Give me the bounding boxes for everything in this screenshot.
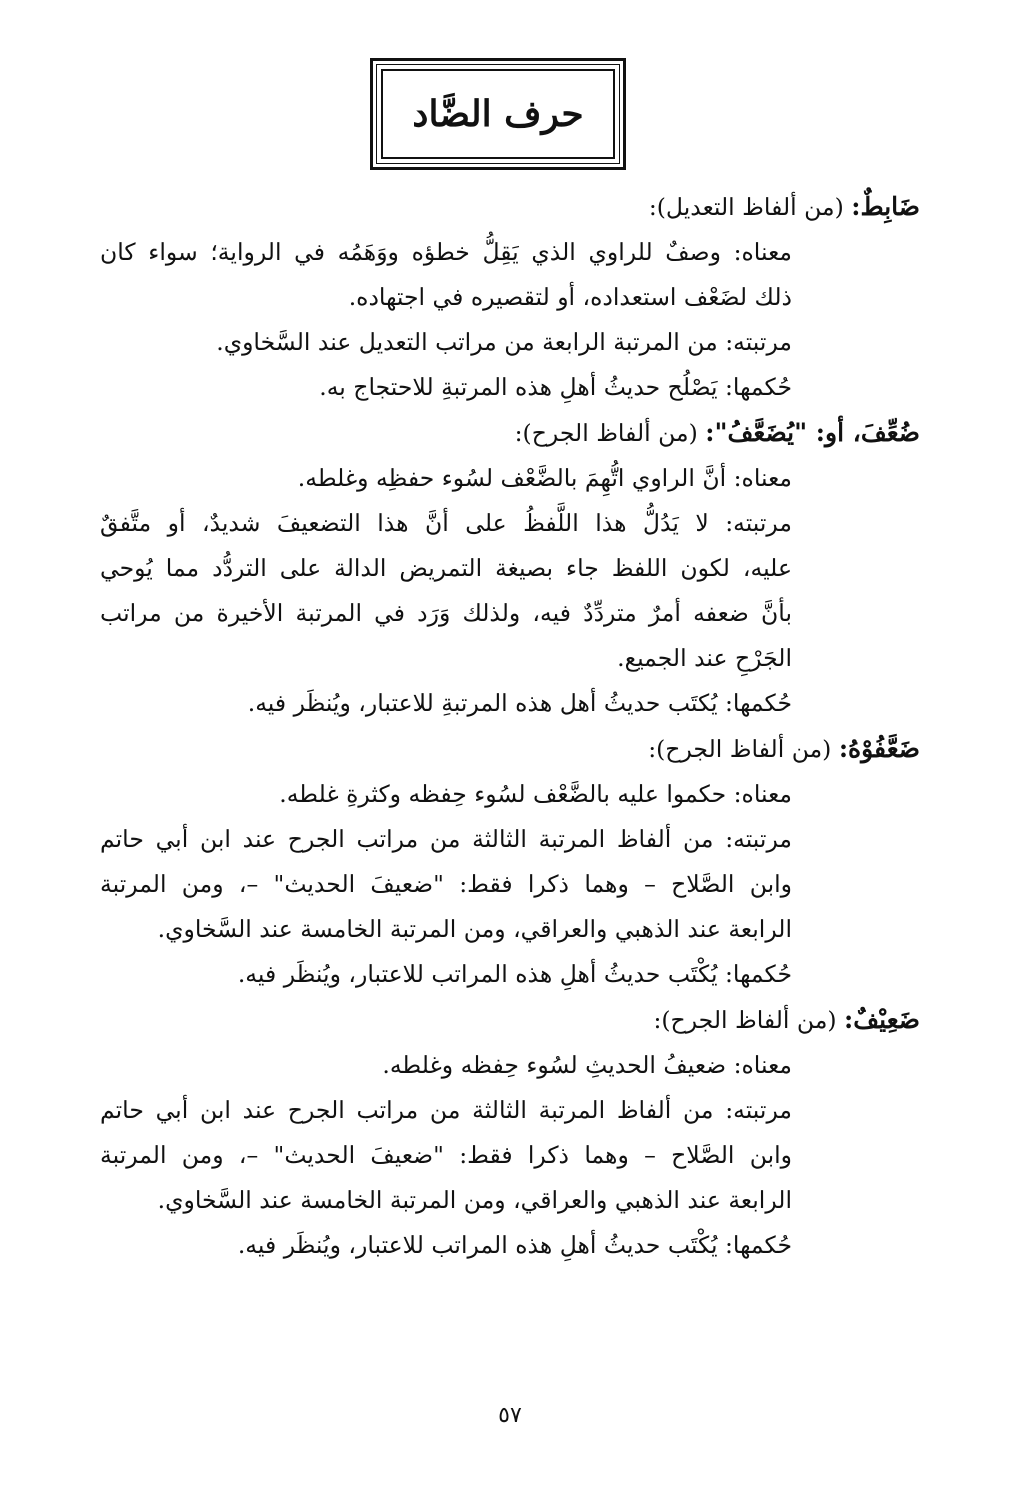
entry-category: (من ألفاظ الجرح): — [653, 1006, 845, 1034]
chapter-title-box — [370, 58, 626, 170]
title-frame-core — [381, 69, 615, 159]
entry-category: (من ألفاظ الجرح): — [514, 419, 706, 447]
entry-term: ضُعِّفَ، أو: "يُضَعَّفُ": — [705, 418, 920, 447]
title-frame-inner — [376, 64, 620, 164]
entry-line: حُكمها: يَصْلُح حديثُ أهلِ هذه المرتبةِ للاحتجاج به. — [319, 373, 792, 401]
entry-term: ضَابِطٌ: — [851, 192, 920, 221]
entry-line: عليه، لكون اللفظ جاء بصيغة التمريض الدالة على التردُّد مما يُوحي — [100, 554, 792, 582]
entry-line: ذلك لضَعْف استعداده، أو لتقصيره في اجتهاده. — [348, 283, 792, 311]
entry-heading — [100, 997, 920, 1043]
page — [100, 0, 920, 1491]
entry-category: (من ألفاظ الجرح): — [648, 735, 839, 763]
entry-heading — [100, 184, 920, 230]
entry-line: معناه: أنَّ الراوي اتُّهِمَ بالضَّعْف لسُوء حفظِه وغلطه. — [297, 464, 792, 492]
entry-line: معناه: وصفٌ للراوي الذي يَقِلُّ خطؤه ووَهَمُه في الرواية؛ سواء كان — [100, 238, 792, 266]
entry-line: مرتبته: من المرتبة الرابعة من مراتب التعديل عند السَّخاوي. — [216, 328, 792, 356]
entry-line: الرابعة عند الذهبي والعراقي، ومن المرتبة الخامسة عند السَّخاوي. — [157, 1186, 792, 1214]
entry-line: وابن الصَّلاح – وهما ذكرا فقط: "ضعيفَ الحديث" –، ومن المرتبة — [100, 870, 792, 898]
chapter-title: حرف الضَّاد — [412, 93, 584, 135]
entry-line: بأنَّ ضعفه أمرٌ متردِّدٌ فيه، ولذلك وَرَد في المرتبة الأخيرة من مراتب — [100, 599, 792, 627]
entry-line: الرابعة عند الذهبي والعراقي، ومن المرتبة الخامسة عند السَّخاوي. — [157, 915, 792, 943]
page-number: ٥٧ — [498, 1403, 522, 1428]
entry-line: حُكمها: يُكتَب حديثُ أهل هذه المرتبةِ للاعتبار، ويُنظَر فيه. — [247, 689, 792, 717]
entry-term: ضَعَّفُوْهُ: — [838, 734, 920, 763]
entry-heading — [100, 410, 920, 456]
entry-line: مرتبته: لا يَدُلُّ هذا اللَّفظُ على أنَّ هذا التضعيفَ شديدٌ، أو متَّفقٌ — [100, 509, 792, 537]
entry-line: وابن الصَّلاح – وهما ذكرا فقط: "ضعيفَ الحديث" –، ومن المرتبة — [100, 1141, 792, 1169]
entry-line: حُكمها: يُكْتَب حديثُ أهلِ هذه المراتب للاعتبار، ويُنظَر فيه. — [237, 960, 792, 988]
entry-line: معناه: ضعيفُ الحديثِ لسُوء حِفظه وغلطه. — [382, 1051, 792, 1079]
entry-term: ضَعِيْفٌ: — [844, 1005, 920, 1034]
glossary-content — [100, 184, 920, 1268]
entry-heading — [100, 726, 920, 772]
entry-category: (من ألفاظ التعديل): — [648, 193, 852, 221]
entry-line: مرتبته: من ألفاظ المرتبة الثالثة من مراتب الجرح عند ابن أبي حاتم — [100, 1096, 792, 1124]
entry-line: معناه: حكموا عليه بالضَّعْف لسُوء حِفظه وكثرةِ غلطه. — [279, 780, 792, 808]
entry-line: الجَرْحِ عند الجميع. — [617, 644, 792, 672]
entry-line: حُكمها: يُكْتَب حديثُ أهلِ هذه المراتب للاعتبار، ويُنظَر فيه. — [237, 1231, 792, 1259]
entry-line: مرتبته: من ألفاظ المرتبة الثالثة من مراتب الجرح عند ابن أبي حاتم — [100, 825, 792, 853]
